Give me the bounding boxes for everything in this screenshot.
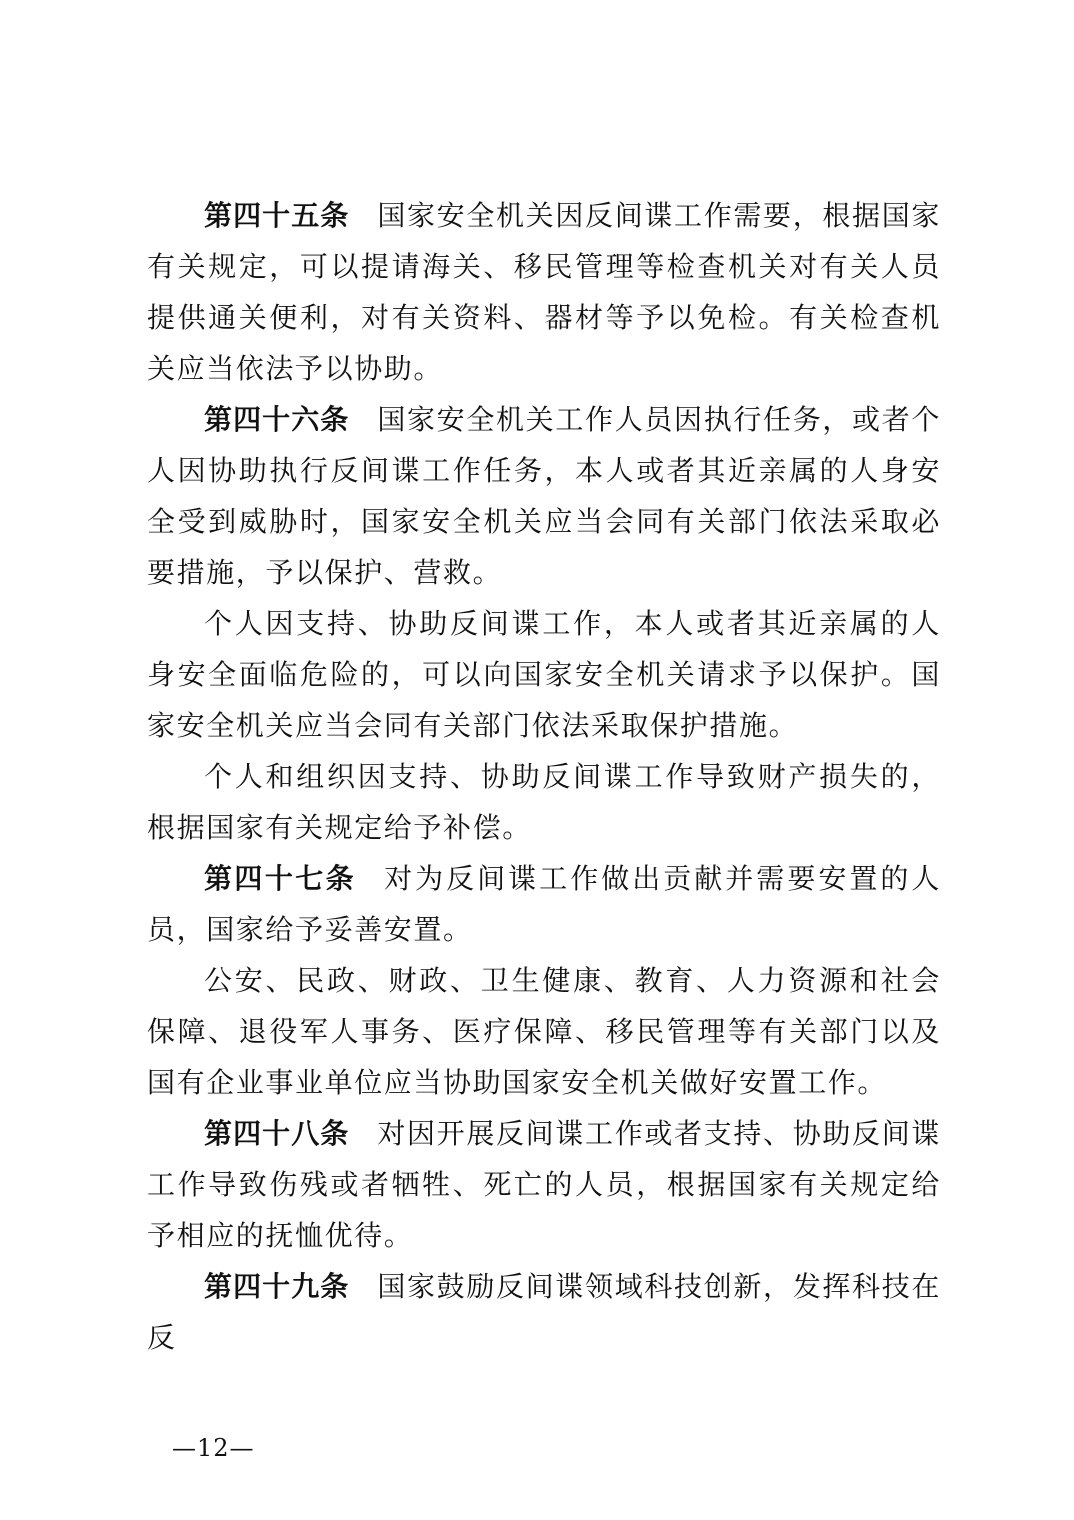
paragraph-text: 对因开展反间谍工作或者支持、协助反间谍工作导致伤残或者牺牲、死亡的人员，根据国家有关规定给予相应的抚恤优待。 bbox=[147, 1117, 941, 1252]
article-number: 第四十八条 bbox=[204, 1117, 350, 1150]
article-number: 第四十六条 bbox=[204, 403, 350, 436]
paragraph-art49 bbox=[147, 1261, 941, 1363]
paragraph-text: 公安、民政、财政、卫生健康、教育、人力资源和社会保障、退役军人事务、医疗保障、移民管理等有关部门以及国有企业事业单位应当协助国家安全机关做好安置工作。 bbox=[147, 964, 941, 1099]
paragraph-text: 个人和组织因支持、协助反间谍工作导致财产损失的，根据国家有关规定给予补偿。 bbox=[147, 760, 941, 844]
paragraph-art46-3 bbox=[147, 751, 941, 853]
paragraph-text: 国家安全机关因反间谍工作需要，根据国家有关规定，可以提请海关、移民管理等检查机关对有关人员提供通关便利，对有关资料、器材等予以免检。有关检查机关应当依法予以协助。 bbox=[147, 199, 941, 385]
document-body bbox=[147, 190, 941, 1363]
paragraph-art46 bbox=[147, 394, 941, 598]
paragraph-text: 国家安全机关工作人员因执行任务，或者个人因协助执行反间谍工作任务，本人或者其近亲属的人身安全受到威胁时，国家安全机关应当会同有关部门依法采取必要措施，予以保护、营救。 bbox=[147, 403, 941, 589]
paragraph-art48 bbox=[147, 1108, 941, 1261]
article-number: 第四十五条 bbox=[204, 199, 350, 232]
paragraph-art47 bbox=[147, 853, 941, 955]
paragraph-text: 个人因支持、协助反间谍工作，本人或者其近亲属的人身安全面临危险的，可以向国家安全机关请求予以保护。国家安全机关应当会同有关部门依法采取保护措施。 bbox=[147, 607, 941, 742]
paragraph-art45 bbox=[147, 190, 941, 394]
page-number: —12— bbox=[172, 1434, 255, 1462]
paragraph-art46-2 bbox=[147, 598, 941, 751]
article-number: 第四十七条 bbox=[204, 862, 357, 895]
paragraph-art47-2 bbox=[147, 955, 941, 1108]
paragraph-text: 国家鼓励反间谍领域科技创新，发挥科技在反 bbox=[147, 1270, 941, 1354]
paragraph-text: 对为反间谍工作做出贡献并需要安置的人员，国家给予妥善安置。 bbox=[147, 862, 941, 946]
article-number: 第四十九条 bbox=[204, 1270, 350, 1303]
